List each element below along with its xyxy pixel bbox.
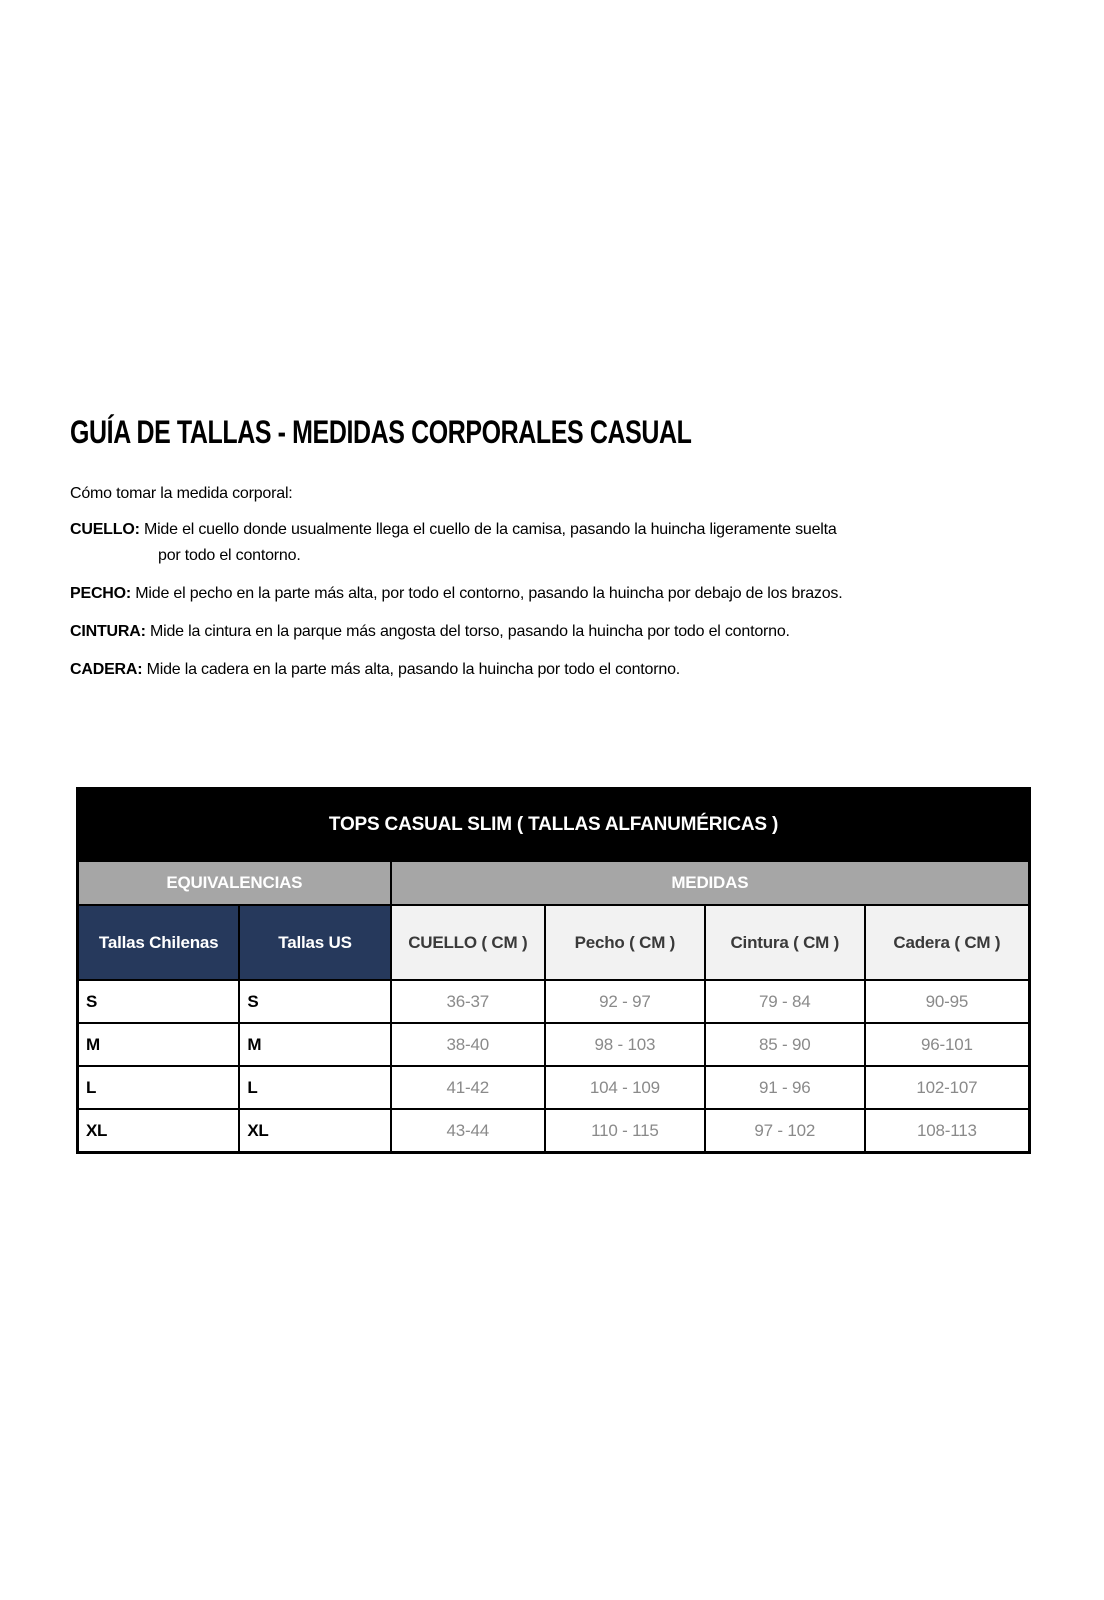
column-header-pecho: Pecho ( CM )	[545, 905, 705, 980]
cell-cuello: 36-37	[391, 980, 545, 1023]
cell-talla-chilena: M	[78, 1023, 240, 1066]
group-header-medidas: MEDIDAS	[391, 861, 1030, 905]
cell-talla-chilena: XL	[78, 1109, 240, 1153]
intro-text: Cómo tomar la medida corporal:	[70, 485, 293, 502]
table-title: TOPS CASUAL SLIM ( TALLAS ALFANUMÉRICAS )	[78, 789, 1030, 862]
cell-cintura: 97 - 102	[705, 1109, 865, 1153]
instruction-pecho-label: PECHO:	[70, 585, 132, 602]
table-group-row	[78, 861, 1030, 905]
table-row-xl	[78, 1109, 1030, 1153]
instruction-pecho	[70, 581, 1030, 607]
table-row-m	[78, 1023, 1030, 1066]
cell-cadera: 108-113	[865, 1109, 1030, 1153]
instruction-cuello	[70, 517, 1030, 569]
table-row-l	[78, 1066, 1030, 1109]
instruction-cadera-label: CADERA:	[70, 661, 143, 678]
cell-talla-us: XL	[239, 1109, 390, 1153]
cell-cintura: 91 - 96	[705, 1066, 865, 1109]
cell-cadera: 96-101	[865, 1023, 1030, 1066]
column-header-tallas-us: Tallas US	[239, 905, 390, 980]
cell-cadera: 90-95	[865, 980, 1030, 1023]
instruction-cuello-label: CUELLO:	[70, 521, 140, 538]
cell-pecho: 110 - 115	[545, 1109, 705, 1153]
instructions-section	[70, 414, 1030, 695]
cell-talla-us: L	[239, 1066, 390, 1109]
instruction-cuello-text-cont: por todo el contorno.	[158, 547, 301, 564]
cell-cintura: 85 - 90	[705, 1023, 865, 1066]
cell-cuello: 38-40	[391, 1023, 545, 1066]
cell-talla-us: S	[239, 980, 390, 1023]
table-title-row	[78, 789, 1030, 862]
column-header-cadera: Cadera ( CM )	[865, 905, 1030, 980]
cell-cintura: 79 - 84	[705, 980, 865, 1023]
cell-pecho: 92 - 97	[545, 980, 705, 1023]
cell-cuello: 41-42	[391, 1066, 545, 1109]
cell-cadera: 102-107	[865, 1066, 1030, 1109]
cell-talla-chilena: S	[78, 980, 240, 1023]
cell-pecho: 104 - 109	[545, 1066, 705, 1109]
group-header-equivalencias: EQUIVALENCIAS	[78, 861, 391, 905]
column-header-tallas-chilenas: Tallas Chilenas	[78, 905, 240, 980]
page-title: GUÍA DE TALLAS - MEDIDAS CORPORALES CASUAL	[70, 414, 692, 450]
instruction-cintura-label: CINTURA:	[70, 623, 146, 640]
instruction-pecho-text: Mide el pecho en la parte más alta, por todo el contorno, pasando la huincha por debajo de los brazos.	[135, 585, 843, 602]
column-header-cuello: CUELLO ( CM )	[391, 905, 545, 980]
cell-talla-chilena: L	[78, 1066, 240, 1109]
cell-cuello: 43-44	[391, 1109, 545, 1153]
instruction-cintura-text: Mide la cintura en la parque más angosta del torso, pasando la huincha por todo el contorno.	[149, 623, 790, 640]
table-row-s	[78, 980, 1030, 1023]
instruction-cadera	[70, 657, 1030, 683]
table-column-header-row	[78, 905, 1030, 980]
cell-pecho: 98 - 103	[545, 1023, 705, 1066]
size-table-section	[76, 787, 1031, 1154]
instruction-cadera-text: Mide la cadera en la parte más alta, pasando la huincha por todo el contorno.	[146, 661, 681, 678]
instruction-cintura	[70, 619, 1030, 645]
cell-talla-us: M	[239, 1023, 390, 1066]
size-table	[76, 787, 1031, 1154]
column-header-cintura: Cintura ( CM )	[705, 905, 865, 980]
instruction-cuello-text: Mide el cuello donde usualmente llega el cuello de la camisa, pasando la huincha ligeramente suelta	[143, 521, 837, 538]
